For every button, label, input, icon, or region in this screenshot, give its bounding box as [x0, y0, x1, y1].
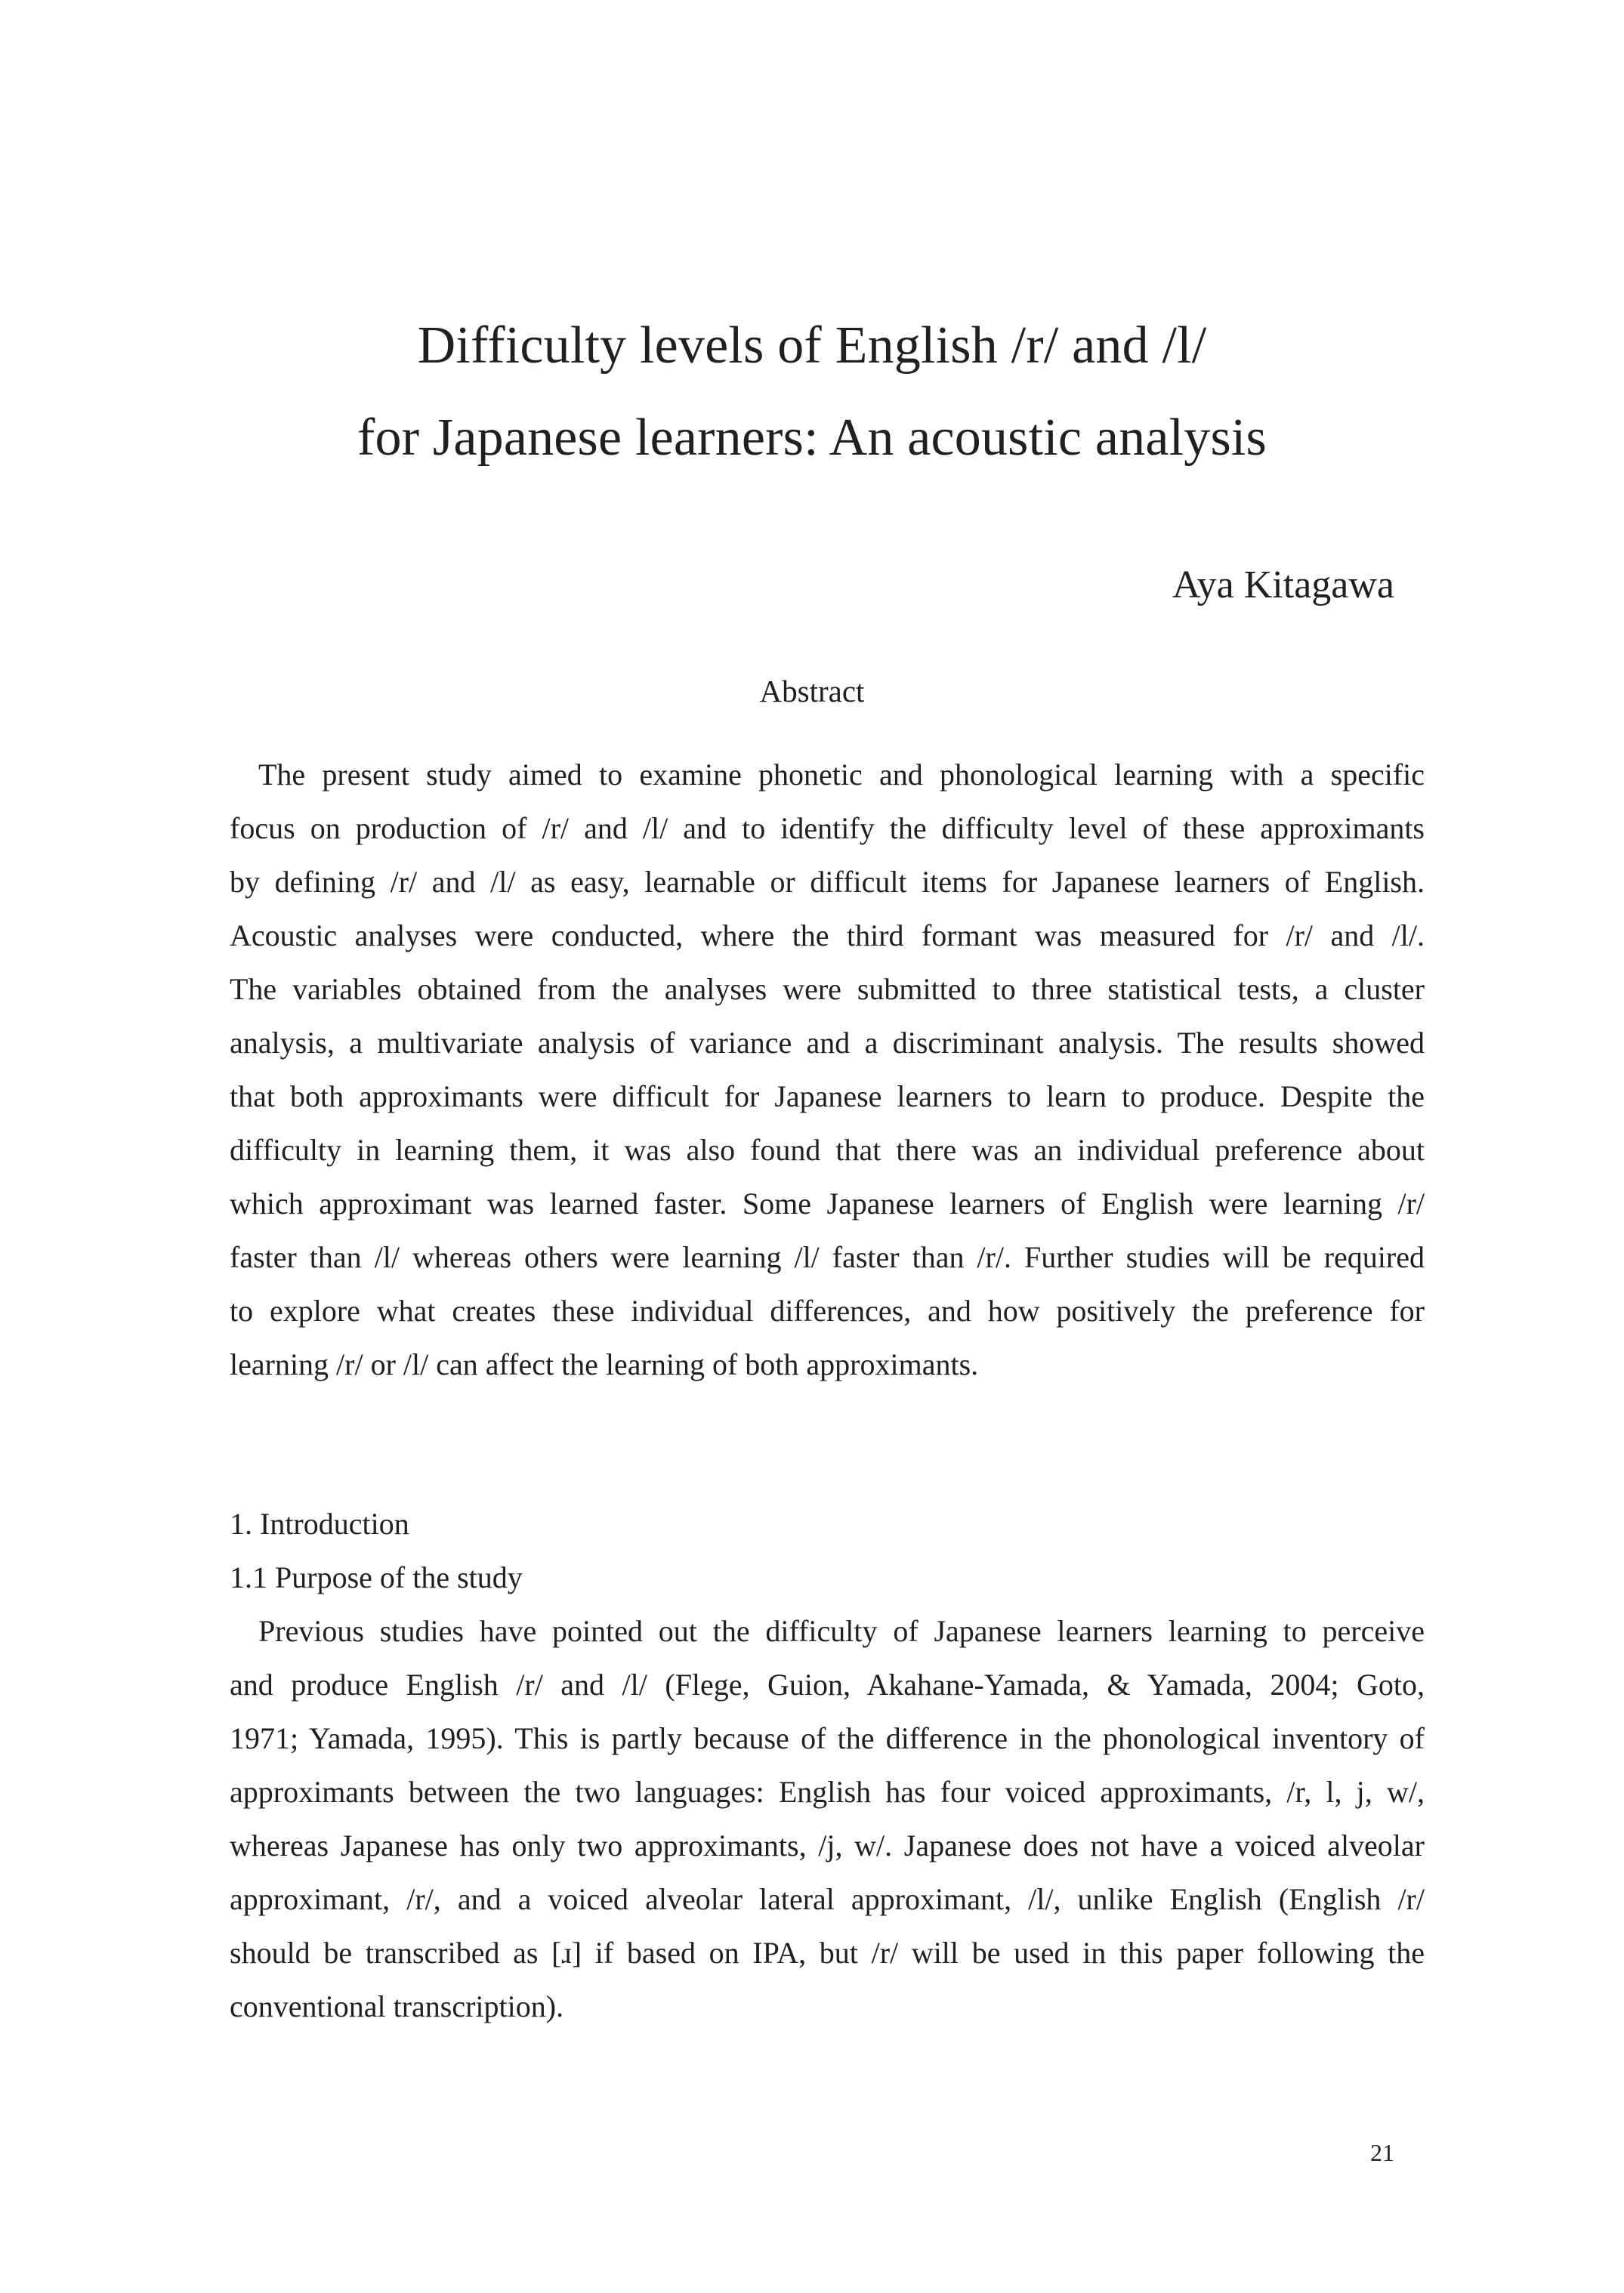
abstract-line: focus on production of /r/ and /l/ and to identify the difficulty level of these approximants	[230, 811, 1425, 845]
body-line: and produce English /r/ and /l/ (Flege, Guion, Akahane-Yamada, & Yamada, 2004; Goto,	[230, 1668, 1425, 1702]
abstract-line: learning /r/ or /l/ can affect the learning of both approximants.	[230, 1347, 979, 1381]
abstract-line: The present study aimed to examine phonetic and phonological learning with a specific	[258, 758, 1425, 792]
abstract-line: which approximant was learned faster. Some Japanese learners of English were learning /r/	[230, 1187, 1425, 1221]
title-line-1: Difficulty levels of English /r/ and /l/	[417, 316, 1207, 375]
page-number: 21	[1370, 2139, 1394, 2166]
body-line: approximant, /r/, and a voiced alveolar lateral approximant, /l/, unlike English (English /r/	[230, 1882, 1425, 1916]
body-line: approximants between the two languages: English has four voiced approximants, /r, l, j, w/,	[230, 1775, 1425, 1809]
abstract-line: difficulty in learning them, it was also found that there was an individual preference about	[230, 1133, 1425, 1167]
abstract-line: by defining /r/ and /l/ as easy, learnable or difficult items for Japanese learners of English.	[230, 865, 1425, 899]
section-heading: 1. Introduction	[230, 1507, 409, 1541]
body-line: should be transcribed as [ɹ] if based on IPA, but /r/ will be used in this paper following the	[230, 1936, 1425, 1970]
body-line: conventional transcription).	[230, 1989, 564, 2023]
body-line: 1971; Yamada, 1995). This is partly because of the difference in the phonological inventory of	[230, 1721, 1425, 1755]
abstract-heading: Abstract	[759, 674, 865, 708]
subsection-heading: 1.1 Purpose of the study	[230, 1560, 523, 1594]
abstract-line: to explore what creates these individual differences, and how positively the preference for	[230, 1294, 1425, 1328]
abstract-line: analysis, a multivariate analysis of variance and a discriminant analysis. The results showed	[230, 1026, 1425, 1060]
title-line-2: for Japanese learners: An acoustic analysis	[357, 409, 1267, 467]
abstract-line: The variables obtained from the analyses were submitted to three statistical tests, a cluster	[230, 972, 1425, 1006]
abstract-line: Acoustic analyses were conducted, where the third formant was measured for /r/ and /l/.	[230, 918, 1425, 952]
body-line: Previous studies have pointed out the difficulty of Japanese learners learning to perceive	[258, 1614, 1425, 1648]
body-line: whereas Japanese has only two approximants, /j, w/. Japanese does not have a voiced alveolar	[230, 1829, 1425, 1862]
author-name: Aya Kitagawa	[1172, 563, 1394, 606]
abstract-line: that both approximants were difficult for Japanese learners to learn to produce. Despite the	[230, 1079, 1425, 1113]
abstract-line: faster than /l/ whereas others were learning /l/ faster than /r/. Further studies will be required	[230, 1240, 1425, 1274]
